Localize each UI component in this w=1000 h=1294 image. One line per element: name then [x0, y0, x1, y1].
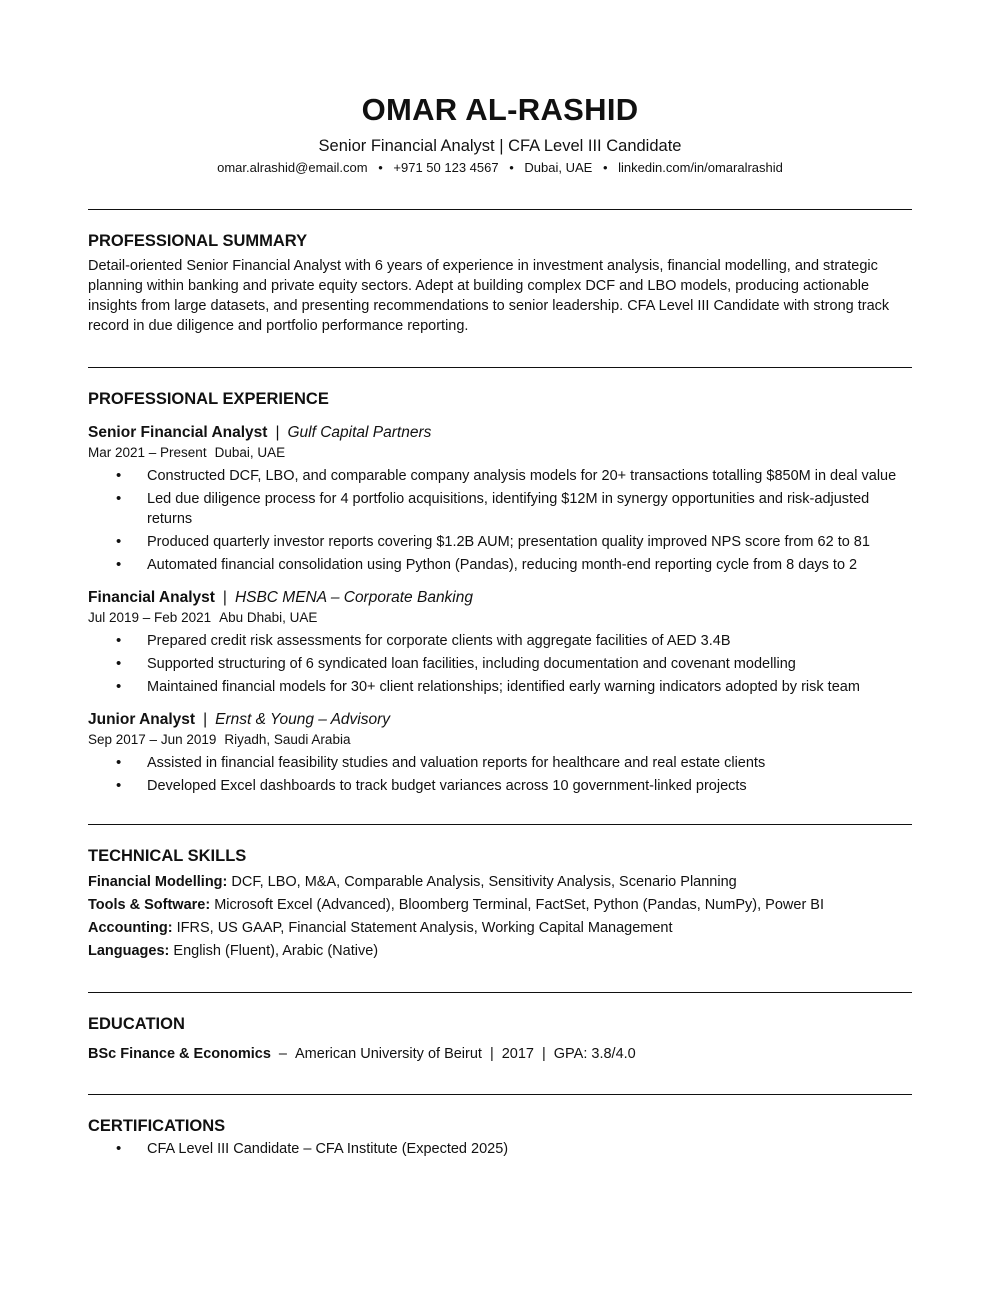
job-dates: Jul 2019 – Feb 2021 — [88, 610, 212, 625]
contact-linkedin: linkedin.com/in/omaralrashid — [618, 160, 783, 175]
section-divider — [88, 367, 912, 368]
contact-line — [88, 158, 912, 178]
job-title: Junior Analyst — [88, 711, 196, 728]
job-meta — [88, 609, 912, 627]
bullet-item: • Assisted in financial feasibility studies and valuation reports for healthcare and real estate clients — [88, 753, 912, 773]
job-pipe: | — [203, 711, 208, 728]
skill-row — [88, 917, 912, 940]
skill-row — [88, 894, 912, 917]
candidate-subtitle: Senior Financial Analyst | CFA Level III Candidate — [318, 137, 682, 155]
education-degree: BSc Finance & Economics — [88, 1046, 271, 1062]
job-meta — [88, 731, 912, 749]
summary-text: Detail-oriented Senior Financial Analyst with 6 years of experience in investment analysis, financial modelling, and strategic planning within banking and private equity sectors. Adept at building complex DCF and LBO models, producing actionable insights from large datasets, and presenting recommendations to senior leadership. CFA Level III Candidate with strong track record in due diligence and portfolio performance reporting. — [88, 258, 890, 334]
section-title-skills: TECHNICAL SKILLS — [88, 847, 247, 865]
job-bullets — [88, 753, 912, 796]
education-pipe: | — [542, 1046, 546, 1062]
skill-value: IFRS, US GAAP, Financial Statement Analysis, Working Capital Management — [176, 920, 673, 936]
job-location: Riyadh, Saudi Arabia — [224, 732, 351, 747]
bullet-item: • Developed Excel dashboards to track budget variances across 10 government-linked projects — [88, 776, 912, 796]
skill-row — [88, 940, 912, 963]
contact-email: omar.alrashid@email.com — [217, 160, 368, 175]
skill-label: Financial Modelling: — [88, 874, 228, 890]
job-meta — [88, 444, 912, 462]
bullet-item: • Maintained financial models for 30+ client relationships; identified early warning indicators adopted by risk team — [88, 677, 912, 697]
bullet-item: • Prepared credit risk assessments for corporate clients with aggregate facilities of AED 3.4B — [88, 631, 912, 651]
contact-separator: • — [509, 160, 514, 175]
skill-label: Accounting: — [88, 920, 173, 936]
bullet-item: • Supported structuring of 6 syndicated loan facilities, including documentation and covenant modelling — [88, 654, 912, 674]
section-title-experience: PROFESSIONAL EXPERIENCE — [88, 390, 329, 408]
contact-phone: +971 50 123 4567 — [393, 160, 499, 175]
job-dates: Sep 2017 – Jun 2019 — [88, 732, 217, 747]
experience-section — [88, 388, 912, 796]
job-company: HSBC MENA – Corporate Banking — [234, 589, 473, 606]
job-pipe: | — [275, 424, 280, 441]
job-location: Abu Dhabi, UAE — [219, 610, 318, 625]
education-dash: – — [278, 1046, 287, 1062]
skill-value: English (Fluent), Arabic (Native) — [173, 943, 379, 959]
section-title-education: EDUCATION — [88, 1015, 185, 1033]
job-company: Gulf Capital Partners — [287, 424, 432, 441]
skills-section — [88, 845, 912, 963]
skill-label: Tools & Software: — [88, 897, 211, 913]
bullet-item: • Produced quarterly investor reports covering $1.2B AUM; presentation quality improved NPS score from 62 to 81 — [88, 532, 912, 552]
section-divider — [88, 824, 912, 825]
job-heading — [88, 587, 912, 608]
job-location: Dubai, UAE — [214, 445, 286, 460]
job-bullets — [88, 631, 912, 697]
education-section — [88, 1013, 912, 1064]
summary-section — [88, 230, 912, 336]
education-gpa: GPA: 3.8/4.0 — [553, 1046, 636, 1062]
job-pipe: | — [222, 589, 227, 606]
certification-list — [88, 1139, 912, 1159]
job-company: Ernst & Young – Advisory — [215, 711, 391, 728]
section-divider — [88, 992, 912, 993]
job-dates: Mar 2021 – Present — [88, 445, 207, 460]
job-entry — [88, 422, 912, 575]
job-entry — [88, 587, 912, 697]
bullet-item: • Automated financial consolidation using Python (Pandas), reducing month-end reporting cycle from 8 days to 2 — [88, 555, 912, 575]
section-divider — [88, 1094, 912, 1095]
certifications-section — [88, 1115, 912, 1159]
skills-list — [88, 871, 912, 963]
education-pipe: | — [489, 1046, 494, 1062]
education-school: American University of Beirut — [295, 1046, 482, 1062]
contact-separator: • — [602, 160, 608, 175]
skill-label: Languages: — [88, 943, 170, 959]
education-entry — [88, 1044, 912, 1064]
section-title-certifications: CERTIFICATIONS — [88, 1117, 226, 1135]
contact-location: Dubai, UAE — [524, 160, 593, 175]
section-divider — [88, 209, 912, 210]
job-bullets — [88, 466, 912, 575]
job-title: Financial Analyst — [88, 589, 215, 606]
skill-row — [88, 871, 912, 894]
contact-separator: • — [378, 160, 383, 175]
bullet-item: • Constructed DCF, LBO, and comparable company analysis models for 20+ transactions totalling $850M in deal value — [88, 466, 912, 486]
section-title-summary: PROFESSIONAL SUMMARY — [88, 232, 308, 250]
job-title: Senior Financial Analyst — [88, 424, 268, 441]
bullet-item: • Led due diligence process for 4 portfolio acquisitions, identifying $12M in synergy opportunities and risk-adjusted returns — [88, 489, 912, 529]
candidate-name: OMAR AL-RASHID — [361, 92, 639, 127]
certification-item: • CFA Level III Candidate – CFA Institute (Expected 2025) — [88, 1139, 912, 1159]
education-year: 2017 — [501, 1046, 534, 1062]
skill-value: DCF, LBO, M&A, Comparable Analysis, Sensitivity Analysis, Scenario Planning — [231, 874, 737, 890]
job-entry — [88, 709, 912, 796]
resume-header — [88, 0, 912, 178]
job-heading — [88, 422, 912, 443]
job-heading — [88, 709, 912, 730]
skill-value: Microsoft Excel (Advanced), Bloomberg Terminal, FactSet, Python (Pandas, NumPy), Power BI — [214, 897, 824, 913]
